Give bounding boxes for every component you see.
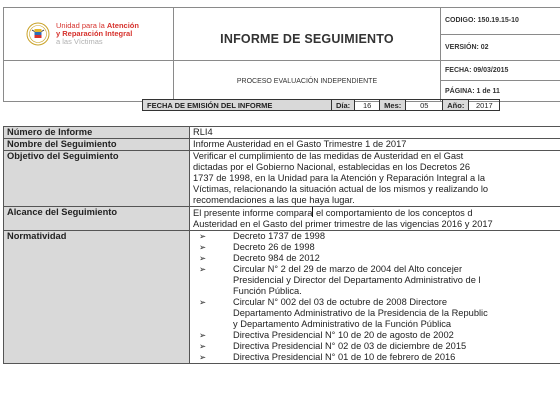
emission-date-label: FECHA DE EMISIÓN DEL INFORME xyxy=(143,100,332,111)
table-row xyxy=(4,127,560,139)
normatividad-value xyxy=(190,231,560,364)
year-label: Año: xyxy=(443,100,469,111)
objetivo-line: 1737 de 1998, en la Unidad para la Atención y Reparación Integral a la xyxy=(193,173,486,183)
bullet-arrow-icon: ➢ xyxy=(199,264,207,274)
list-item: ➢ Circular N° 2 del 29 de marzo de 2004 del Alto concejer xyxy=(193,264,559,275)
month-value: 05 xyxy=(406,100,443,111)
logo-cell xyxy=(4,8,174,61)
alcance-label: Alcance del Seguimiento xyxy=(4,207,190,231)
bullet-arrow-icon: ➢ xyxy=(199,341,207,351)
report-info-table xyxy=(3,126,560,364)
colombia-coat-of-arms-icon xyxy=(26,22,50,46)
logo-text: Unidad para la Atención y Reparación Integral a las Víctimas xyxy=(56,21,139,46)
bullet-arrow-icon: ➢ xyxy=(199,297,207,307)
table-row xyxy=(4,151,560,207)
document-date: FECHA: 09/03/2015 xyxy=(441,61,560,81)
bullet-arrow-icon: ➢ xyxy=(199,352,207,362)
list-item-continuation: Departamento Administrativo de la Presidencia de la Republic xyxy=(233,308,488,318)
nombre-label: Nombre del Seguimiento xyxy=(4,139,190,151)
list-item: ➢ Directiva Presidencial N° 02 de 03 de diciembre de 2015 xyxy=(193,341,559,352)
numero-value: RLI4 xyxy=(190,127,560,139)
list-item: ➢ Decreto 26 de 1998 xyxy=(193,242,559,253)
normatividad-list xyxy=(193,231,559,363)
list-item-continuation: Presidencial y Director del Departamento Administrativo de l xyxy=(233,275,481,285)
objetivo-line: Víctimas, relacionando la situación actual de los mismos y realizando lo xyxy=(193,184,489,194)
logo-spacer xyxy=(4,61,174,102)
numero-label: Número de Informe xyxy=(4,127,190,139)
nombre-value: Informe Austeridad en el Gasto Trimestre 1 de 2017 xyxy=(190,139,560,151)
document-version: VERSIÓN: 02 xyxy=(441,34,560,61)
document-header xyxy=(3,7,560,102)
bullet-arrow-icon: ➢ xyxy=(199,242,207,252)
normatividad-label: Normatividad xyxy=(4,231,190,364)
day-label: Día: xyxy=(332,100,355,111)
alcance-value[interactable] xyxy=(190,207,560,231)
bullet-arrow-icon: ➢ xyxy=(199,330,207,340)
list-item-continuation: Función Pública. xyxy=(233,286,302,296)
objetivo-line: recomendaciones a las que haya lugar. xyxy=(193,195,355,205)
objetivo-line: Verificar el cumplimiento de las medidas de Austeridad en el Gast xyxy=(193,151,464,161)
table-row xyxy=(4,231,560,364)
table-row xyxy=(4,139,560,151)
day-value: 16 xyxy=(355,100,380,111)
list-item: ➢ Circular N° 002 del 03 de octubre de 2008 Directore xyxy=(193,297,559,308)
table-row xyxy=(4,207,560,231)
process-name: PROCESO EVALUACIÓN INDEPENDIENTE xyxy=(174,61,441,102)
objetivo-value xyxy=(190,151,560,207)
document-page: PÁGINA: 1 de 11 xyxy=(441,81,560,102)
list-item: ➢ Decreto 1737 de 1998 xyxy=(193,231,559,242)
objetivo-line: dictadas por el Gobierno Nacional, establecidas en los Decretos 26 xyxy=(193,162,471,172)
year-value: 2017 xyxy=(469,100,500,111)
logo xyxy=(4,22,173,46)
alcance-line: El presente informe compara el comportamiento de los conceptos d xyxy=(193,208,473,218)
bullet-arrow-icon: ➢ xyxy=(199,231,207,241)
list-item-continuation: y Departamento Administrativo de la Función Pública xyxy=(233,319,452,329)
list-item: ➢ Directiva Presidencial N° 01 de 10 de febrero de 2016 xyxy=(193,352,559,363)
alcance-line: Austeridad en el Gasto del primer trimestre de las vigencias 2016 y 2017 xyxy=(193,219,493,229)
emission-date-table xyxy=(142,99,500,111)
document-title: INFORME DE SEGUIMIENTO xyxy=(174,8,441,61)
objetivo-label: Objetivo del Seguimiento xyxy=(4,151,190,207)
list-item: ➢ Directiva Presidencial N° 10 de 20 de agosto de 2002 xyxy=(193,330,559,341)
list-item: ➢ Decreto 984 de 2012 xyxy=(193,253,559,264)
document-code: CODIGO: 150.19.15-10 xyxy=(441,8,560,35)
bullet-arrow-icon: ➢ xyxy=(199,253,207,263)
month-label: Mes: xyxy=(380,100,406,111)
